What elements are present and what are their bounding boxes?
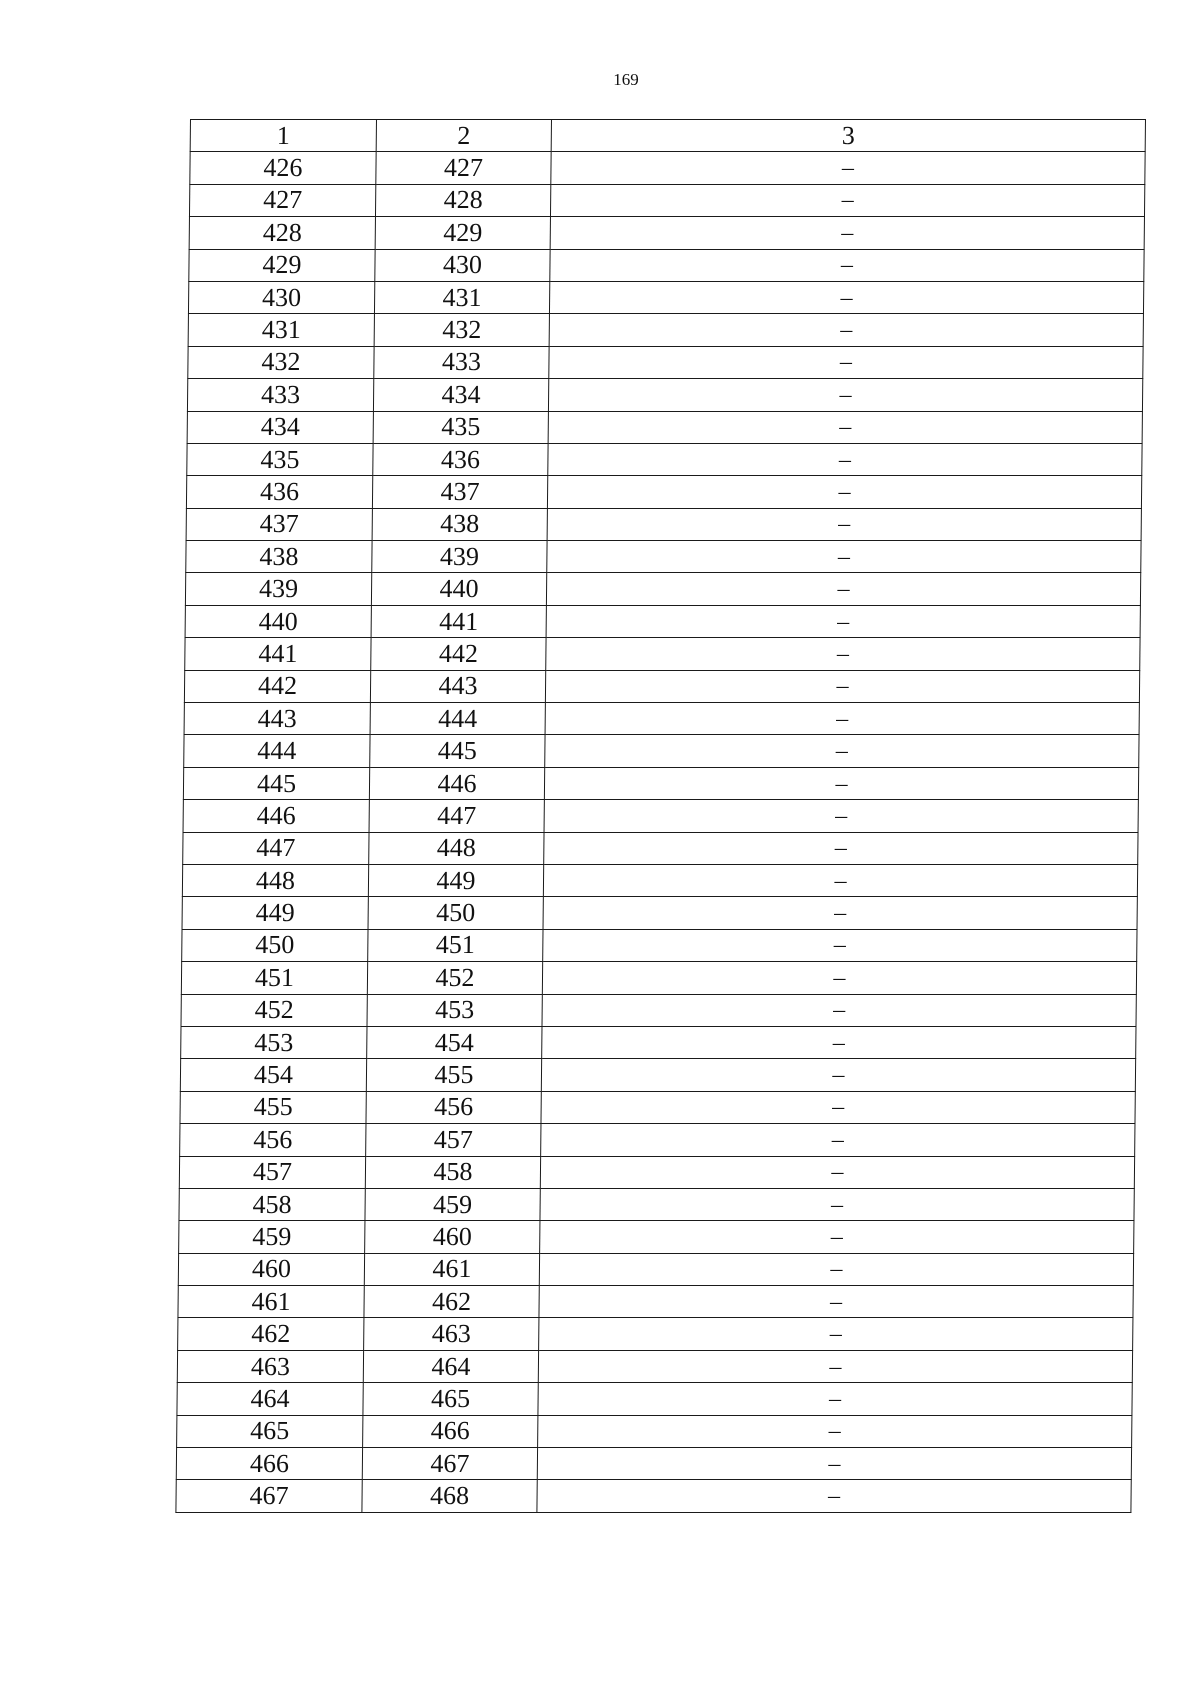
table-cell-col-3: – xyxy=(549,314,1143,346)
table-row xyxy=(179,1221,1134,1253)
table-row xyxy=(176,1480,1131,1512)
table-cell-col-2: 440 xyxy=(371,573,546,605)
table-cell-col-3: – xyxy=(537,1480,1131,1512)
table-cell-col-1: 435 xyxy=(187,443,373,475)
table-cell-col-2: 461 xyxy=(364,1253,539,1285)
table-cell-col-2: 438 xyxy=(372,508,547,540)
table-cell-col-2: 452 xyxy=(367,962,542,994)
table-header xyxy=(190,120,1145,152)
table-cell-col-2: 466 xyxy=(363,1415,538,1447)
table-row xyxy=(190,152,1145,184)
table-cell-col-1: 465 xyxy=(177,1415,363,1447)
table-row xyxy=(186,541,1141,573)
table-cell-col-2: 433 xyxy=(374,346,549,378)
table-cell-col-3: – xyxy=(548,411,1142,443)
column-header-1: 1 xyxy=(190,120,376,152)
column-header-3: 3 xyxy=(551,120,1145,152)
table-cell-col-2: 457 xyxy=(366,1124,541,1156)
table-row xyxy=(177,1350,1132,1382)
table-cell-col-2: 451 xyxy=(368,929,543,961)
table-cell-col-2: 444 xyxy=(370,703,545,735)
table-cell-col-3: – xyxy=(539,1253,1133,1285)
table-cell-col-1: 438 xyxy=(186,541,372,573)
table-row xyxy=(178,1286,1133,1318)
table-cell-col-2: 434 xyxy=(373,379,548,411)
table-row xyxy=(180,1124,1135,1156)
table-cell-col-3: – xyxy=(546,638,1140,670)
table-cell-col-2: 455 xyxy=(366,1059,541,1091)
table-cell-col-3: – xyxy=(545,670,1139,702)
table-cell-col-1: 462 xyxy=(178,1318,364,1350)
table-cell-col-2: 449 xyxy=(368,864,543,896)
table-cell-col-2: 445 xyxy=(370,735,545,767)
table-row xyxy=(186,476,1141,508)
table-cell-col-3: – xyxy=(544,800,1138,832)
table-cell-col-1: 461 xyxy=(178,1286,364,1318)
table-cell-col-2: 460 xyxy=(365,1221,540,1253)
table-cell-col-3: – xyxy=(542,1026,1136,1058)
table-cell-col-3: – xyxy=(541,1059,1135,1091)
table-cell-col-3: – xyxy=(541,1124,1135,1156)
table-cell-col-3: – xyxy=(542,962,1136,994)
table-row xyxy=(183,832,1138,864)
table-cell-col-3: – xyxy=(545,703,1139,735)
table-body xyxy=(176,152,1145,1512)
table-row xyxy=(184,703,1139,735)
table-cell-col-2: 429 xyxy=(375,217,550,249)
table-cell-col-1: 430 xyxy=(188,281,374,313)
table-cell-col-1: 444 xyxy=(184,735,370,767)
page-number: 169 xyxy=(613,70,639,89)
table-row xyxy=(188,281,1143,313)
table-cell-col-1: 457 xyxy=(179,1156,365,1188)
table-row xyxy=(179,1156,1134,1188)
table-cell-col-2: 439 xyxy=(372,541,547,573)
table-cell-col-1: 439 xyxy=(185,573,371,605)
table-cell-col-2: 468 xyxy=(362,1480,537,1512)
table-row xyxy=(176,1448,1131,1480)
table-cell-col-2: 467 xyxy=(362,1448,537,1480)
table-cell-col-1: 450 xyxy=(182,929,368,961)
table-cell-col-1: 428 xyxy=(189,217,375,249)
table-row xyxy=(179,1188,1134,1220)
table-row xyxy=(189,184,1144,216)
table-cell-col-1: 446 xyxy=(183,800,369,832)
table-row xyxy=(189,249,1144,281)
table-cell-col-2: 453 xyxy=(367,994,542,1026)
table-cell-col-2: 441 xyxy=(371,605,546,637)
table-cell-col-2: 454 xyxy=(367,1026,542,1058)
table-cell-col-3: – xyxy=(538,1383,1132,1415)
table-cell-col-3: – xyxy=(543,897,1137,929)
table-cell-col-1: 452 xyxy=(181,994,367,1026)
table-cell-col-1: 459 xyxy=(179,1221,365,1253)
table-row xyxy=(182,864,1137,896)
table-cell-col-3: – xyxy=(538,1415,1132,1447)
table-row xyxy=(187,443,1142,475)
table-row xyxy=(185,638,1140,670)
header-row xyxy=(190,120,1145,152)
table-cell-col-2: 437 xyxy=(372,476,547,508)
table-row xyxy=(185,573,1140,605)
table-row xyxy=(180,1091,1135,1123)
table-cell-col-3: – xyxy=(544,832,1138,864)
table-cell-col-3: – xyxy=(550,249,1144,281)
table-cell-col-2: 456 xyxy=(366,1091,541,1123)
table-cell-col-3: – xyxy=(538,1350,1132,1382)
table-cell-col-1: 447 xyxy=(183,832,369,864)
table-cell-col-2: 443 xyxy=(370,670,545,702)
table-row xyxy=(184,670,1139,702)
table-cell-col-3: – xyxy=(540,1221,1134,1253)
table-cell-col-1: 441 xyxy=(185,638,371,670)
table-cell-col-2: 464 xyxy=(363,1350,538,1382)
table-row xyxy=(189,217,1144,249)
table-cell-col-3: – xyxy=(539,1286,1133,1318)
table-cell-col-2: 450 xyxy=(368,897,543,929)
table-cell-col-3: – xyxy=(547,508,1141,540)
table-row xyxy=(181,994,1136,1026)
table-cell-col-3: – xyxy=(545,735,1139,767)
table-row xyxy=(182,929,1137,961)
table-cell-col-3: – xyxy=(542,994,1136,1026)
table-cell-col-2: 459 xyxy=(365,1188,540,1220)
table-cell-col-1: 454 xyxy=(180,1059,366,1091)
table-row xyxy=(186,508,1141,540)
table-cell-col-3: – xyxy=(537,1448,1131,1480)
table-cell-col-3: – xyxy=(548,379,1142,411)
column-header-2: 2 xyxy=(376,120,551,152)
table-cell-col-2: 430 xyxy=(375,249,550,281)
table-cell-col-1: 456 xyxy=(180,1124,366,1156)
table-cell-col-2: 458 xyxy=(365,1156,540,1188)
table-cell-col-1: 426 xyxy=(190,152,376,184)
table-cell-col-2: 428 xyxy=(375,184,550,216)
table-cell-col-1: 460 xyxy=(178,1253,364,1285)
table-cell-col-3: – xyxy=(550,184,1144,216)
table-cell-col-1: 443 xyxy=(184,703,370,735)
table-row xyxy=(181,962,1136,994)
table-row xyxy=(177,1415,1132,1447)
table-cell-col-2: 462 xyxy=(364,1286,539,1318)
table-cell-col-2: 465 xyxy=(363,1383,538,1415)
table-cell-col-3: – xyxy=(549,346,1143,378)
table-cell-col-1: 466 xyxy=(176,1448,362,1480)
table-cell-col-3: – xyxy=(540,1188,1134,1220)
table-cell-col-2: 447 xyxy=(369,800,544,832)
table-cell-col-3: – xyxy=(547,476,1141,508)
table-cell-col-3: – xyxy=(539,1318,1133,1350)
data-table xyxy=(175,119,1146,1513)
table-cell-col-3: – xyxy=(547,541,1141,573)
table-cell-col-1: 453 xyxy=(181,1026,367,1058)
table-cell-col-1: 464 xyxy=(177,1383,363,1415)
table-cell-col-2: 448 xyxy=(369,832,544,864)
table-cell-col-3: – xyxy=(551,152,1145,184)
table-cell-col-2: 463 xyxy=(364,1318,539,1350)
table-cell-col-3: – xyxy=(550,217,1144,249)
table-cell-col-3: – xyxy=(546,605,1140,637)
table-cell-col-2: 427 xyxy=(376,152,551,184)
table-cell-col-3: – xyxy=(544,767,1138,799)
table-row xyxy=(180,1059,1135,1091)
table-cell-col-1: 442 xyxy=(184,670,370,702)
table-row xyxy=(178,1253,1133,1285)
table-cell-col-3: – xyxy=(543,929,1137,961)
table-cell-col-3: – xyxy=(540,1156,1134,1188)
table-row xyxy=(185,605,1140,637)
table-row xyxy=(184,735,1139,767)
table-cell-col-2: 431 xyxy=(374,281,549,313)
table-cell-col-3: – xyxy=(543,864,1137,896)
table-cell-col-3: – xyxy=(541,1091,1135,1123)
table-row xyxy=(181,1026,1136,1058)
table-cell-col-1: 436 xyxy=(186,476,372,508)
table-cell-col-3: – xyxy=(549,281,1143,313)
table-cell-col-2: 446 xyxy=(369,767,544,799)
table-cell-col-1: 440 xyxy=(185,605,371,637)
table-cell-col-3: – xyxy=(546,573,1140,605)
table-row xyxy=(177,1383,1132,1415)
table-cell-col-1: 455 xyxy=(180,1091,366,1123)
table-row xyxy=(187,411,1142,443)
table-row xyxy=(187,379,1142,411)
table-cell-col-1: 429 xyxy=(189,249,375,281)
table-row xyxy=(188,346,1143,378)
table-cell-col-2: 442 xyxy=(371,638,546,670)
table-row xyxy=(183,800,1138,832)
table-row xyxy=(182,897,1137,929)
table-cell-col-1: 433 xyxy=(187,379,373,411)
table-cell-col-1: 449 xyxy=(182,897,368,929)
table-cell-col-3: – xyxy=(548,443,1142,475)
table-row xyxy=(183,767,1138,799)
table-cell-col-2: 432 xyxy=(374,314,549,346)
table-cell-col-1: 451 xyxy=(181,962,367,994)
table-cell-col-2: 435 xyxy=(373,411,548,443)
table-cell-col-1: 458 xyxy=(179,1188,365,1220)
table-cell-col-2: 436 xyxy=(373,443,548,475)
table-cell-col-1: 463 xyxy=(177,1350,363,1382)
table-cell-col-1: 437 xyxy=(186,508,372,540)
table-cell-col-1: 431 xyxy=(188,314,374,346)
table-row xyxy=(178,1318,1133,1350)
table-cell-col-1: 427 xyxy=(189,184,375,216)
table-cell-col-1: 448 xyxy=(182,864,368,896)
table-cell-col-1: 467 xyxy=(176,1480,362,1512)
table-cell-col-1: 434 xyxy=(187,411,373,443)
table-cell-col-1: 432 xyxy=(188,346,374,378)
table-cell-col-1: 445 xyxy=(183,767,369,799)
table-row xyxy=(188,314,1143,346)
